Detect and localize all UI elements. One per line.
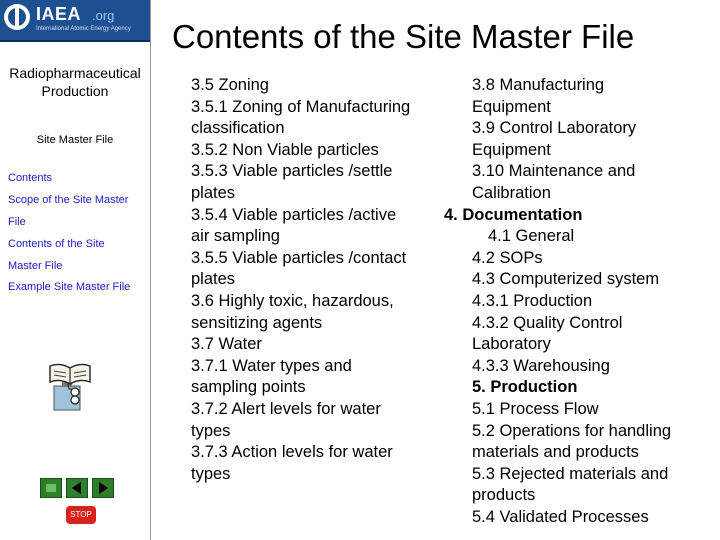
toc-line: 3.5.1 Zoning of Manufacturing — [191, 97, 411, 116]
toc-line: 4.3.1 Production — [472, 291, 593, 310]
toc-line: 5.2 Operations for handling — [472, 421, 672, 440]
toc-line: types — [191, 421, 231, 440]
contents-column-2 — [444, 75, 720, 528]
toc-line: Equipment — [472, 97, 551, 116]
sidebar — [0, 0, 151, 540]
toc-line: Calibration — [472, 183, 551, 202]
toc-line: 3.5.3 Viable particles /settle — [191, 162, 393, 181]
toc-line: 3.5.4 Viable particles /active — [191, 205, 397, 224]
page-title: Contents of the Site Master File — [172, 18, 635, 55]
toc-line: 3.5.5 Viable particles /contact — [191, 248, 407, 267]
toc-line: plates — [191, 183, 236, 202]
logo-name: IAEA — [36, 4, 82, 24]
sidebar-link-scope-cont[interactable]: File — [8, 216, 26, 228]
toc-line: 3.6 Highly toxic, hazardous, — [191, 291, 394, 310]
toc-line: 3.5 Zoning — [191, 76, 269, 94]
toc-line: 3.7.3 Action levels for water — [191, 443, 393, 462]
toc-line: sampling points — [191, 378, 306, 397]
toc-line: 3.10 Maintenance and — [472, 162, 636, 181]
sidebar-title — [0, 64, 150, 100]
toc-line: 4.2 SOPs — [472, 248, 543, 267]
toc-section-heading: 4. Documentation — [444, 205, 583, 224]
arrow-right-icon — [93, 479, 113, 497]
toc-line: classification — [191, 119, 285, 138]
sidebar-link-contents[interactable]: Contents — [8, 172, 53, 184]
contents-column-1 — [191, 75, 441, 485]
toc-line: 3.5.2 Non Viable particles — [191, 140, 379, 159]
sidebar-title-line-2: Production — [41, 83, 109, 99]
sidebar-link-contents-site[interactable]: Contents of the Site — [8, 238, 105, 250]
iaea-logo[interactable] — [0, 0, 150, 42]
previous-button[interactable] — [66, 478, 88, 498]
toc-line: 4.3.3 Warehousing — [472, 356, 610, 375]
toc-line: 3.7.1 Water types and — [191, 356, 352, 375]
sidebar-link-example[interactable]: Example Site Master File — [8, 281, 131, 293]
sidebar-link-contents-site-cont[interactable]: Master File — [8, 260, 63, 272]
toc-line: Laboratory — [472, 335, 551, 354]
book-clipboard-icon — [48, 362, 92, 414]
sidebar-subtitle: Site Master File — [36, 134, 114, 146]
toc-line: 4.3.2 Quality Control — [472, 313, 623, 332]
arrow-left-icon — [67, 479, 87, 497]
sidebar-link-scope[interactable]: Scope of the Site Master — [8, 194, 129, 206]
toc-line: 5.1 Process Flow — [472, 399, 599, 418]
toc-line: 3.8 Manufacturing — [472, 76, 605, 94]
next-button[interactable] — [92, 478, 114, 498]
stop-button[interactable]: STOP — [66, 506, 96, 524]
toc-line: types — [191, 464, 231, 483]
toc-line: 4.1 General — [488, 227, 575, 246]
logo-tagline: International Atomic Energy Agency — [36, 26, 131, 32]
toc-line: air sampling — [191, 227, 280, 246]
toc-section-heading: 5. Production — [472, 378, 578, 397]
toc-line: 5.3 Rejected materials and — [472, 464, 669, 483]
toc-line: plates — [191, 270, 236, 289]
toc-line: products — [472, 486, 536, 505]
toc-line: 5.4 Validated Processes — [472, 507, 649, 526]
home-icon — [41, 479, 61, 497]
globe-icon — [4, 4, 30, 30]
toc-line: 4.3 Computerized system — [472, 270, 660, 289]
toc-line: 3.7.2 Alert levels for water — [191, 399, 381, 418]
toc-line: sensitizing agents — [191, 313, 323, 332]
sidebar-title-line-1: Radiopharmaceutical — [9, 65, 141, 81]
toc-line: materials and products — [472, 443, 639, 462]
toc-line: 3.9 Control Laboratory — [472, 119, 637, 138]
toc-line: 3.7 Water — [191, 335, 262, 354]
home-button[interactable] — [40, 478, 62, 498]
logo-org: .org — [92, 8, 115, 23]
toc-line: Equipment — [472, 140, 551, 159]
